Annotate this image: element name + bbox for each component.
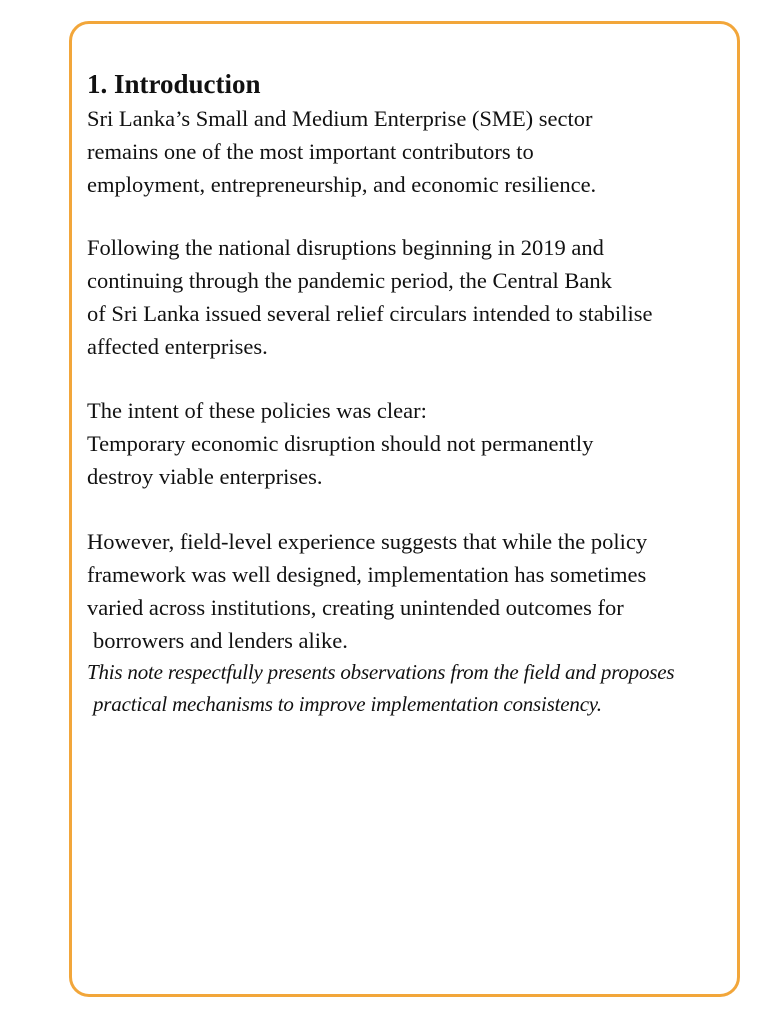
paragraph-3-line-2: Temporary economic disruption should not permanently	[87, 431, 594, 456]
paragraph-2-line-2: continuing through the pandemic period, the Central Bank	[87, 268, 612, 293]
paragraph-4-line-4: borrowers and lenders alike.	[93, 628, 348, 653]
paragraph-2-line-3: of Sri Lanka issued several relief circulars intended to stabilise	[87, 301, 653, 326]
content-frame	[69, 21, 740, 997]
paragraph-3-line-3: destroy viable enterprises.	[87, 464, 323, 489]
paragraph-4-line-3: varied across institutions, creating unintended outcomes for	[87, 595, 624, 620]
section-heading: 1. Introduction	[87, 69, 261, 99]
closing-note-line-1: This note respectfully presents observations from the field and proposes	[87, 660, 675, 684]
paragraph-1-line-3: employment, entrepreneurship, and economic resilience.	[87, 172, 597, 197]
paragraph-1-line-2: remains one of the most important contributors to	[87, 139, 534, 164]
paragraph-3-line-1: The intent of these policies was clear:	[87, 398, 427, 423]
closing-note-line-2: practical mechanisms to improve implementation consistency.	[93, 692, 602, 716]
paragraph-2-line-4: affected enterprises.	[87, 334, 268, 359]
paragraph-4-line-1: However, field-level experience suggests that while the policy	[87, 529, 648, 554]
paragraph-2-line-1: Following the national disruptions beginning in 2019 and	[87, 235, 604, 260]
paragraph-1-line-1: Sri Lanka’s Small and Medium Enterprise (SME) sector	[87, 106, 593, 131]
paragraph-4-line-2: framework was well designed, implementation has sometimes	[87, 562, 647, 587]
